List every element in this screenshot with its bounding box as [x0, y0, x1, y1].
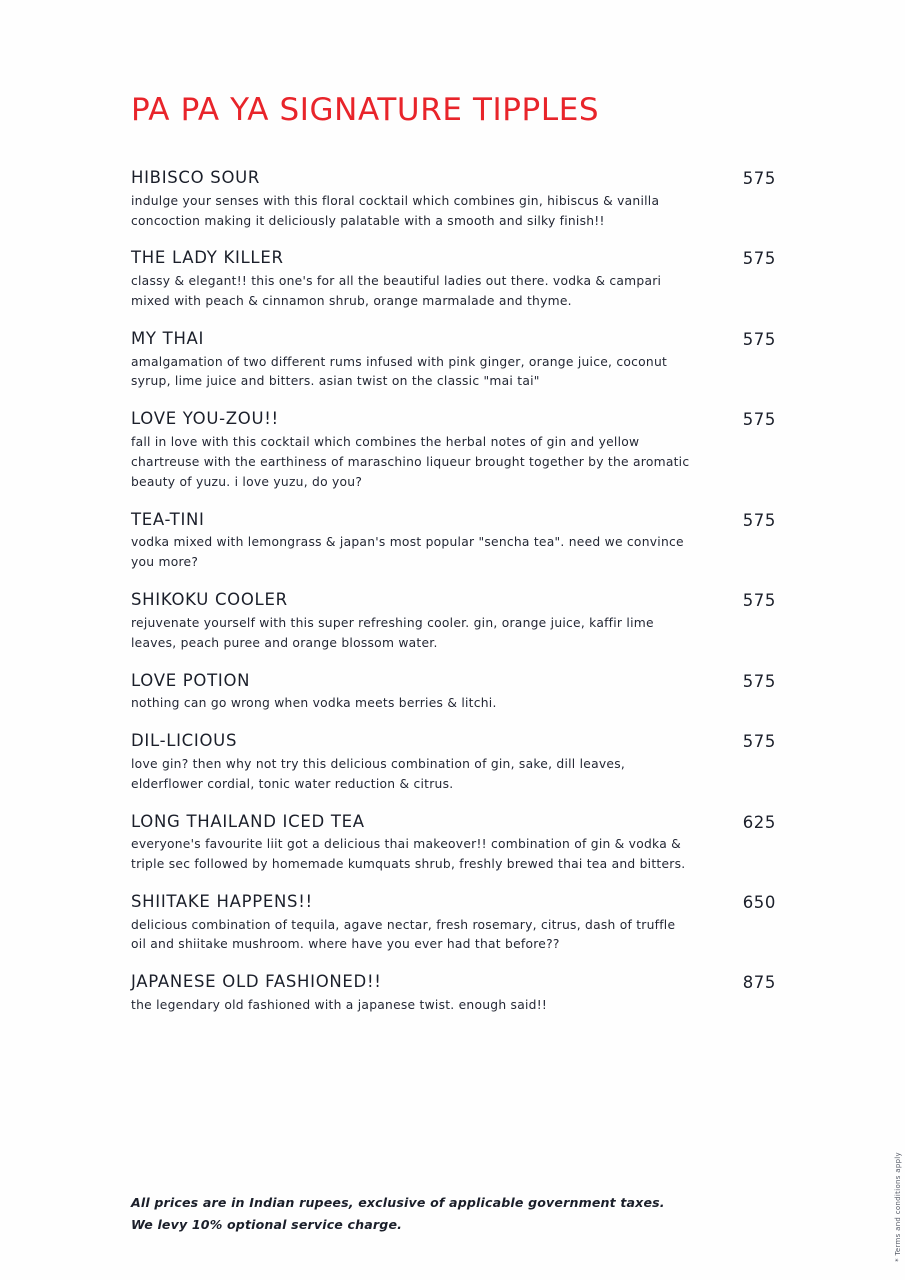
item-description: indulge your senses with this floral cocktail which combines gin, hibiscus & vanilla concoction making it deliciously palatable with a smooth and silky finish!! — [131, 193, 660, 228]
list-item — [131, 590, 776, 653]
item-name: JAPANESE OLD FASHIONED!! — [131, 972, 382, 992]
item-name: LOVE POTION — [131, 670, 251, 690]
footnote-line-1: All prices are in Indian rupees, exclusive of applicable government taxes. — [131, 1195, 665, 1210]
item-name: TEA-TINI — [131, 509, 205, 529]
item-price: 650 — [742, 892, 776, 912]
item-price: 875 — [742, 973, 776, 993]
list-item — [131, 328, 776, 392]
item-name: LOVE YOU-ZOU!! — [131, 409, 279, 429]
item-name: SHIKOKU COOLER — [131, 590, 288, 610]
item-name: THE LADY KILLER — [131, 248, 284, 268]
item-description: nothing can go wrong when vodka meets berries & litchi. — [131, 696, 497, 711]
item-name: HIBISCO SOUR — [131, 168, 261, 187]
item-price: 575 — [742, 410, 776, 430]
item-description: amalgamation of two different rums infused with pink ginger, orange juice, coconut syrup, lime juice and bitters. asian twist on the classic "mai tai" — [131, 354, 668, 389]
item-name: DIL-LICIOUS — [131, 731, 238, 751]
list-item — [131, 670, 776, 715]
item-description: classy & elegant!! this one's for all the beautiful ladies out there. vodka & campari mixed with peach & cinnamon shrub, orange marmalade and thyme. — [131, 274, 662, 308]
item-description: love gin? then why not try this delicious combination of gin, sake, dill leaves, elderflower cordial, tonic water reduction & citrus. — [131, 756, 626, 791]
footnote-line-2: We levy 10% optional service charge. — [131, 1217, 403, 1233]
list-item — [131, 811, 776, 875]
list-item — [131, 409, 776, 492]
item-price: 575 — [742, 510, 776, 530]
item-description: vodka mixed with lemongrass & japan's most popular "sencha tea". need we convince you more? — [131, 535, 684, 570]
item-price: 575 — [742, 249, 776, 269]
item-price: 575 — [742, 671, 776, 691]
item-name: LONG THAILAND ICED TEA — [131, 811, 365, 831]
item-description: delicious combination of tequila, agave nectar, fresh rosemary, citrus, dash of truffle oil and shiitake mushroom. where have you ever had that before?? — [131, 917, 676, 952]
list-item — [131, 509, 776, 573]
list-item — [131, 248, 776, 311]
list-item — [131, 168, 776, 231]
page-title: PA PA YA SIGNATURE TIPPLES — [131, 92, 600, 128]
list-item — [131, 731, 776, 794]
menu-item-list — [131, 168, 776, 1033]
item-name: SHIITAKE HAPPENS!! — [131, 891, 313, 911]
item-description: everyone's favourite liit got a delicious thai makeover!! combination of gin & vodka & triple sec followed by homemade kumquats shrub, freshly brewed thai tea and bitters. — [131, 837, 686, 872]
item-price: 625 — [742, 812, 776, 832]
side-note: * Terms and conditions apply — [894, 1152, 902, 1262]
list-item — [131, 891, 776, 955]
item-price: 575 — [742, 169, 776, 188]
item-description: the legendary old fashioned with a japanese twist. enough said!! — [131, 998, 548, 1012]
item-price: 575 — [742, 732, 776, 752]
item-name: MY THAI — [131, 328, 205, 348]
list-item — [131, 972, 776, 1016]
footnote — [131, 1192, 665, 1236]
item-price: 575 — [742, 591, 776, 611]
item-description: fall in love with this cocktail which combines the herbal notes of gin and yellow chartreuse with the earthiness of maraschino liqueur brought together by the aromatic beauty of yuzu. i love yuzu, do you? — [131, 434, 690, 489]
item-description: rejuvenate yourself with this super refreshing cooler. gin, orange juice, kaffir lime leaves, peach puree and orange blossom water. — [131, 615, 654, 650]
item-price: 575 — [742, 329, 776, 349]
